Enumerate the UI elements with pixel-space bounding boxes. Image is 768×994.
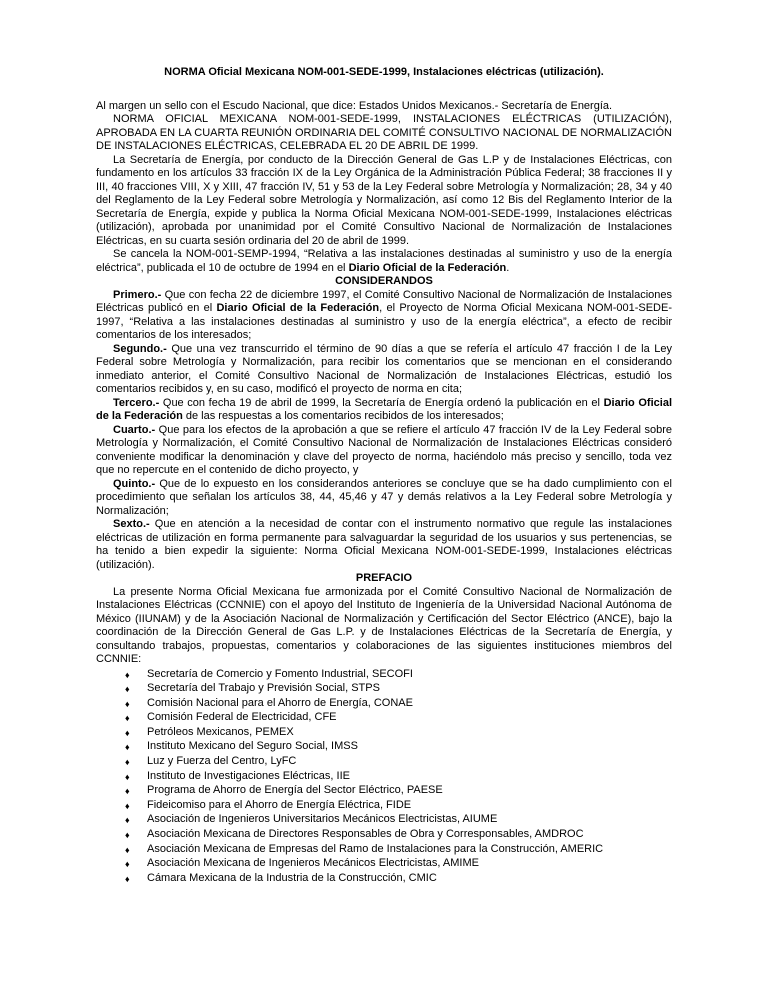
list-item [96,710,672,725]
diamond-bullet-icon: ♦ [125,830,130,841]
list-item [96,681,672,696]
list-item-text: Asociación Mexicana de Ingenieros Mecánicos Electricistas, AMIME [147,857,479,870]
text-segment: Que en atención a la necesidad de contar con el instrumento normativo que regule las instalaciones eléctricas de utilización en forma permanente para salvaguardar la seguridad de los usuarios y sus pertenencias, se ha tenido a bien expedir la siguiente: Norma Oficial Mexicana NOM-001-SEDE-1999, Instalaciones eléctricas (utilización). [96,518,672,571]
bold-text-segment: Cuarto.- [113,423,156,436]
bold-text-segment: Tercero.- [113,396,160,409]
document-title: NORMA Oficial Mexicana NOM-001-SEDE-1999, Instalaciones eléctricas (utilización). [164,66,604,78]
list-item-text: Asociación Mexicana de Empresas del Ramo de Instalaciones para la Construcción, AMERIC [147,842,604,855]
list-item-text: Asociación de Ingenieros Universitarios Mecánicos Electricistas, AIUME [147,813,498,826]
text-segment: La presente Norma Oficial Mexicana fue armonizada por el Comité Consultivo Nacional de Normalización de Instalaciones Eléctricas (CCNNIE) con el apoyo del Instituto de Ingeniería de la Universidad Nacional Autónoma de México (IIUNAM) y de la Asociación Nacional de Normalización y Certificación del Sector Eléctrico (ANCE), bajo la coordinación de la Dirección General de Gas L.P. y de Instalaciones Eléctricas de la Secretaría de Energía, y consultando trabajos, propuestas, comentarios y colaboraciones de las siguientes instituciones miembros del CCNNIE: [96,585,672,665]
paragraph [96,248,672,275]
text-segment: Que con fecha 19 de abril de 1999, la Secretaría de Energía ordenó la publicación en el [159,396,604,409]
list-item-text: Secretaría de Comercio y Fomento Industrial, SECOFI [147,667,413,680]
list-item-text: Luz y Fuerza del Centro, LyFC [147,755,297,768]
list-item-text: Cámara Mexicana de la Industria de la Construcción, CMIC [147,871,437,884]
list-item-text: Petróleos Mexicanos, PEMEX [147,725,294,738]
diamond-bullet-icon: ♦ [125,771,130,782]
list-item-text: Comisión Nacional para el Ahorro de Energía, CONAE [147,696,413,709]
bold-text-segment: Quinto.- [113,477,156,490]
paragraph [96,586,672,667]
list-item [96,696,672,711]
diamond-bullet-icon: ♦ [125,800,130,811]
diamond-bullet-icon: ♦ [125,698,130,709]
list-item [96,827,672,842]
diamond-bullet-icon: ♦ [125,669,130,680]
list-item [96,725,672,740]
diamond-bullet-icon: ♦ [125,859,130,870]
paragraph [96,424,672,478]
list-item-text: Instituto de Investigaciones Eléctricas, IIE [147,769,350,782]
list-item-text: Instituto Mexicano del Seguro Social, IMSS [147,740,358,753]
list-item [96,783,672,798]
diamond-bullet-icon: ♦ [125,684,130,695]
bold-text-segment: Diario Oficial de la Federación [216,302,380,314]
text-segment: , el Proyecto de Norma Oficial Mexicana NOM-001-SEDE-1997, “Relativa a las instalaciones destinadas al suministro y uso de la energía eléctrica”, a efecto de recibir comentarios de los interesados; [96,302,672,341]
paragraph [96,478,672,519]
list-item [96,798,672,813]
list-item [96,754,672,769]
bold-text-segment: Diario Oficial de la Federación [348,261,507,274]
paragraph [96,518,672,572]
diamond-bullet-icon: ♦ [125,844,130,855]
list-item-text: Secretaría del Trabajo y Previsión Social, STPS [147,682,380,695]
list-item [96,856,672,871]
list-item [96,871,672,886]
text-segment: NORMA OFICIAL MEXICANA NOM-001-SEDE-1999, INSTALACIONES ELÉCTRICAS (UTILIZACIÓN), APROBADA EN LA CUARTA REUNIÓN ORDINARIA DEL COMITÉ CONSULTIVO NACIONAL DE NORMALIZACIÓN DE INSTALACIONES ELÉCTRICAS, CELEBRADA EL 20 DE ABRIL DE 1999. [96,113,672,152]
text-segment: Que para los efectos de la aprobación a que se refiere el artículo 47 fracción IV de la Ley Federal sobre Metrología y Normalización, el Comité Consultivo Nacional de Normalización de Instalaciones Eléctricas consideró conveniente modificar la denominación y clave del proyecto de norma, haciéndolo más preciso y sencillo, toda vez que no repercute en el contenido de dicho proyecto, y [96,423,672,476]
list-item-text: Comisión Federal de Electricidad, CFE [147,711,337,724]
list-item-text: Programa de Ahorro de Energía del Sector Eléctrico, PAESE [147,784,443,797]
diamond-bullet-icon: ♦ [125,815,130,826]
diamond-bullet-icon: ♦ [125,713,130,724]
text-segment: Se cancela la NOM-001-SEMP-1994, “Relativa a las instalaciones destinadas al suministro y uso de la energía eléctrica”, publicada el 10 de octubre de 1994 en el [96,248,672,274]
paragraph [96,154,672,249]
list-item [96,739,672,754]
bold-text-segment: Primero.- [113,288,162,301]
list-item-text: Fideicomiso para el Ahorro de Energía Eléctrica, FIDE [147,798,412,811]
list-item-text: Asociación Mexicana de Directores Responsables de Obra y Corresponsables, AMDROC [147,828,584,841]
paragraph [96,100,672,114]
text-segment: de las respuestas a los comentarios recibidos de los interesados; [182,410,504,422]
list-item [96,812,672,827]
list-item [96,842,672,857]
text-segment: Que con fecha 22 de diciembre 1997, el Comité Consultivo Nacional de Normalización de Instalaciones Eléctricas publicó en el [96,288,672,314]
diamond-bullet-icon: ♦ [125,727,130,738]
document-blocks [96,100,672,886]
paragraph [96,343,672,397]
diamond-bullet-icon: ♦ [125,786,130,797]
section-heading: CONSIDERANDOS [335,275,433,287]
text-segment: Que de lo expuesto en los considerandos anteriores se concluye que se ha dado cumplimiento con el procedimiento que señalan los artículos 38, 44, 45,46 y 47 y demás relativos a la Ley Federal sobre Metrología y Normalización; [96,477,672,517]
paragraph [96,113,672,154]
bold-text-segment: Diario Oficial de la Federación [96,396,672,422]
text-segment: La Secretaría de Energía, por conducto de la Dirección General de Gas L.P y de Instalaciones Eléctricas, con fundamento en los artículos 33 fracción IX de la Ley Orgánica de la Administración Pública Federal; 38 fracciones II y III, 40 fracciones VIII, X y XIII, 47 fracción IV, 51 y 53 de la Ley Federal sobre Metrología y Normalización; 28, 34 y 40 del Reglamento de la Ley Federal sobre Metrología y Normalización, así como 12 Bis del Reglamento Interior de la Secretaría de Energía, expide y publica la Norma Oficial Mexicana NOM-001-SEDE-1999, Instalaciones eléctricas (utilización), aprobada por unanimidad por el Comité Consultivo Nacional de Normalización de Instalaciones Eléctricas, en su cuarta sesión ordinaria del 20 de abril de 1999. [96,153,672,247]
list-item [96,769,672,784]
section-heading: PREFACIO [355,572,413,584]
bold-text-segment: Sexto.- [113,518,150,530]
paragraph [96,397,672,424]
text-segment: . [506,261,510,274]
bold-text-segment: Segundo.- [113,342,167,355]
text-segment: Que una vez transcurrido el término de 90 días a que se refería el artículo 47 fracción I de la Ley Federal sobre Metrología y Normalización, para recibir los comentarios que se mencionan en el considerando inmediato anterior, el Comité Consultivo Nacional de Normalización de Instalaciones Eléctricas, estudió los comentarios recibidos y, en su caso, modificó el proyecto de norma en cita; [96,342,672,395]
diamond-bullet-icon: ♦ [125,742,130,753]
paragraph [96,289,672,343]
list-item [96,667,672,682]
diamond-bullet-icon: ♦ [125,873,130,884]
text-segment: Al margen un sello con el Escudo Nacional, que dice: Estados Unidos Mexicanos.- Secretaría de Energía. [96,99,613,112]
diamond-bullet-icon: ♦ [125,757,130,768]
